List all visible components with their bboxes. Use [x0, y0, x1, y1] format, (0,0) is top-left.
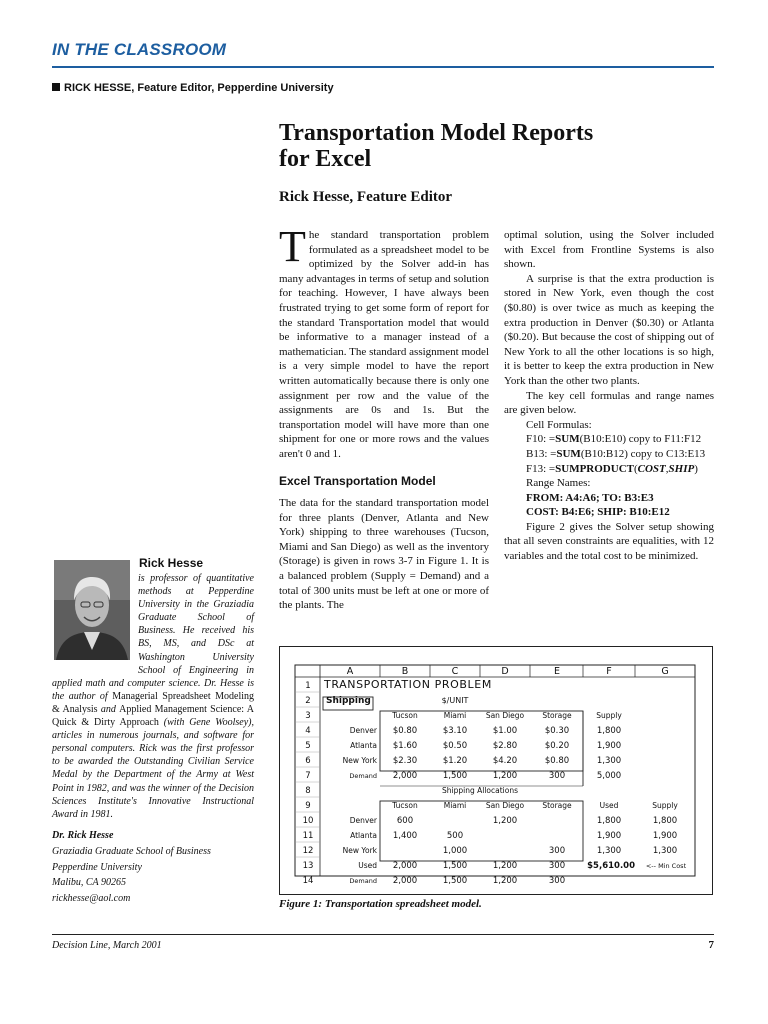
col-header-D: D: [501, 666, 509, 677]
alloc-cell-0-2: 1,200: [492, 816, 518, 826]
demand2-cell-3: 300: [548, 876, 566, 886]
row-number-3: 3: [305, 711, 311, 721]
cost-cell-1-3: $0.20: [544, 741, 570, 751]
contact-email[interactable]: rickhesse@aol.com: [52, 893, 131, 905]
subhead: Excel Transportation Model: [279, 473, 436, 488]
cost-cell-0-4: 1,800: [596, 726, 622, 736]
row-number-5: 5: [305, 741, 311, 751]
cost-cell-0-0: $0.80: [392, 726, 418, 736]
bio-name: Rick Hesse: [139, 556, 204, 570]
alloc-row-label-1: Atlanta: [350, 831, 377, 840]
alloc-cell-1-1: 500: [446, 831, 464, 841]
alloc-header-5: Supply: [652, 801, 678, 810]
shipping-label: Shipping: [326, 696, 371, 706]
square-bullet-icon: [52, 83, 60, 91]
figure-caption: Figure 1: Transportation spreadsheet model.: [279, 898, 482, 910]
alloc-cell-0-4: 1,800: [596, 816, 622, 826]
cost-header-1: Miami: [443, 711, 467, 720]
contact-school: Graziadia Graduate School of Business: [52, 845, 211, 857]
alloc-cell-1-0: 1,400: [392, 831, 418, 841]
para-key-cells: The key cell formulas and range names are given below.: [504, 389, 714, 417]
used-label: Used: [358, 861, 377, 870]
cost-cell-0-1: $3.10: [442, 726, 468, 736]
alloc-cell-0-5: 1,800: [652, 816, 678, 826]
allocations-title: Shipping Allocations: [442, 786, 518, 795]
used-cell-1: 1,500: [442, 861, 468, 871]
row-number-10: 10: [302, 816, 314, 826]
formula-f10: F10: =SUM(B10:E10) copy to F11:F12: [526, 433, 702, 446]
col-header-F: F: [606, 666, 612, 677]
section-title: IN THE CLASSROOM: [52, 40, 227, 59]
demand-label: Demand: [349, 772, 377, 780]
col-header-A: A: [346, 666, 354, 677]
alloc-cell-2-4: 1,300: [596, 846, 622, 856]
range-from-to: FROM: A4:A6; TO: B3:E3: [526, 491, 654, 504]
col-header-E: E: [553, 666, 561, 677]
alloc-header-1: Miami: [443, 801, 467, 810]
cost-row-label-2: New York: [342, 756, 377, 765]
article-column-1: [279, 222, 489, 613]
contact-university: Pepperdine University: [52, 861, 142, 873]
alloc-header-0: Tucson: [392, 801, 418, 810]
footer-rule: [52, 934, 714, 935]
used-cell-2: 1,200: [492, 861, 518, 871]
row-number-1: 1: [305, 681, 311, 691]
cost-cell-2-4: 1,300: [596, 756, 622, 766]
demand2-cell-0: 2,000: [392, 876, 418, 886]
alloc-row-label-0: Denver: [349, 816, 377, 825]
used-cell-0: 2,000: [392, 861, 418, 871]
header-rule: [52, 66, 714, 68]
formulas-heading: Cell Formulas:: [526, 418, 592, 431]
editor-line: [52, 82, 334, 94]
sheet-title: TRANSPORTATION PROBLEM: [324, 678, 492, 691]
alloc-cell-0-0: 600: [396, 816, 414, 826]
byline: Rick Hesse, Feature Editor: [279, 189, 453, 205]
row-number-9: 9: [305, 801, 311, 811]
alloc-cell-1-5: 1,900: [652, 831, 678, 841]
para-intro: The standard transportation problem formulated as a spreadsheet model to be optimized by the Solver add-in has many advantages in terms of setup and solution for teaching. However, I have always been frustrated trying to get some form of report for the standard Transportation model that would be informative to a manager instead of a mathematician. The standard assignment model is a very simple model to have the report written automatically because there is only one assignment per row and the value of the assignments are 0s and 1s. But the transportation model will have more than one shipment for one or more rows and the values aren't 0 and 1.: [279, 222, 489, 460]
cost-cell-0-3: $0.30: [544, 726, 570, 736]
alloc-header-3: Storage: [542, 801, 572, 810]
bio-text: is professor of quantitative methods at Pepperdine University in the Graziadia Graduate School of Business. He received his BS, MS, and DSc at Washington University School of Engineering in applied math and computer science. Dr. Hesse is the author of Managerial Spreadsheet Modeling & Analysis and Applied Management Science: A Quick & Dirty Approach (with Gene Woolsey), articles in numerous journals, and software for personal computers. Rick was the first professor to be awarded the Outstanding Civilian Service Medal by the Department of the Army at West Point in 1982, and was the winner of the Decision Sciences Institute's Innovative Instructional Award in 1981.: [52, 573, 255, 820]
photo-wrap-space: [52, 572, 138, 674]
contact-address: Malibu, CA 90265: [52, 877, 126, 889]
formula-list: [504, 418, 714, 520]
col-header-C: C: [451, 666, 459, 677]
alloc-cell-1-4: 1,900: [596, 831, 622, 841]
cost-cell-1-4: 1,900: [596, 741, 622, 751]
cost-row-label-1: Atlanta: [350, 741, 377, 750]
row-number-6: 6: [305, 756, 311, 766]
contact-name: Dr. Rick Hesse: [52, 830, 114, 841]
cost-header-2: San Diego: [485, 711, 525, 720]
title-line-1: Transportation Model Reports: [279, 120, 594, 146]
cost-cell-2-0: $2.30: [392, 756, 418, 766]
cost-cell-1-0: $1.60: [392, 741, 418, 751]
demand-cell-4: 5,000: [596, 771, 622, 781]
cost-cell-2-3: $0.80: [544, 756, 570, 766]
cost-cell-2-1: $1.20: [442, 756, 468, 766]
drop-cap: T: [279, 222, 306, 271]
row-number-14: 14: [302, 876, 314, 886]
min-cost-note: <-- Min Cost: [645, 862, 687, 870]
demand-cell-3: 300: [548, 771, 566, 781]
demand2-label: Demand: [349, 877, 377, 885]
formula-f13: F13: =SUMPRODUCT(COST,SHIP): [526, 462, 698, 475]
spreadsheet-figure: [280, 647, 712, 894]
cost-header-0: Tucson: [392, 711, 418, 720]
used-cell-3: 300: [548, 861, 566, 871]
formula-b13: B13: =SUM(B10:B12) copy to C13:E13: [526, 447, 706, 460]
unit-label: $/UNIT: [441, 696, 469, 705]
alloc-cell-2-1: 1,000: [442, 846, 468, 856]
demand2-cell-2: 1,200: [492, 876, 518, 886]
cost-header-3: Storage: [542, 711, 572, 720]
row-number-13: 13: [302, 861, 314, 871]
row-number-7: 7: [305, 771, 311, 781]
alloc-row-label-2: New York: [342, 846, 377, 855]
row-number-11: 11: [302, 831, 314, 841]
contact-block: [52, 828, 211, 907]
col-header-G: G: [661, 666, 669, 677]
alloc-header-4: Used: [599, 801, 619, 810]
cost-cell-1-2: $2.80: [492, 741, 518, 751]
col-header-B: B: [401, 666, 409, 677]
alloc-cell-2-3: 300: [548, 846, 566, 856]
demand-cell-1: 1,500: [442, 771, 468, 781]
title-line-2: for Excel: [279, 146, 372, 172]
demand2-cell-1: 1,500: [442, 876, 468, 886]
row-number-8: 8: [305, 786, 311, 796]
footer-publication: Decision Line, March 2001: [52, 940, 162, 951]
para-solution: optimal solution, using the Solver included with Excel from Frontline Systems is also shown.: [504, 229, 714, 271]
cost-row-label-0: Denver: [349, 726, 377, 735]
page-number: 7: [708, 939, 714, 951]
row-number-12: 12: [302, 846, 314, 856]
range-heading: Range Names:: [526, 477, 591, 490]
alloc-header-2: San Diego: [485, 801, 525, 810]
range-cost-ship: COST: B4:E6; SHIP: B10:E12: [526, 506, 670, 519]
section-header: [52, 40, 714, 68]
para-solver: Figure 2 gives the Solver setup showing that all seven constraints are equalities, with 12 variables and the total cost to be minimized.: [504, 520, 714, 563]
cost-cell-0-2: $1.00: [492, 726, 518, 736]
demand-cell-2: 1,200: [492, 771, 518, 781]
demand-cell-0: 2,000: [392, 771, 418, 781]
article-title: [279, 120, 699, 172]
article-column-2: [504, 228, 714, 564]
cost-cell-1-1: $0.50: [442, 741, 468, 751]
alloc-cell-2-5: 1,300: [652, 846, 678, 856]
para-data: The data for the standard transportation model for three plants (Denver, Atlanta and New York) shipping to three warehouses (Tucson, Miami and San Diego) as well as the inventory (Storage) is given in rows 3-7 in Figure 1. It is a balanced problem (Supply = Demand) and a total of 300 units must be left at one or more of the plants. The: [279, 497, 489, 612]
row-number-2: 2: [305, 696, 311, 706]
total-cost: $5,610.00: [587, 861, 635, 871]
cost-cell-2-2: $4.20: [492, 756, 518, 766]
row-number-4: 4: [305, 726, 311, 736]
cost-header-4: Supply: [596, 711, 622, 720]
figure-1: [279, 646, 713, 895]
editor-text: RICK HESSE, Feature Editor, Pepperdine University: [64, 82, 334, 94]
para-surprise: A surprise is that the extra production is stored in New York, even though the cost ($0.80) is over twice as much as keeping the extra production in Denver ($0.30) or Atlanta ($0.20). But because the cost of shipping out of New York to all the other locations is so high, it is better to keep the extra production in New York than the other two plants.: [504, 272, 714, 387]
